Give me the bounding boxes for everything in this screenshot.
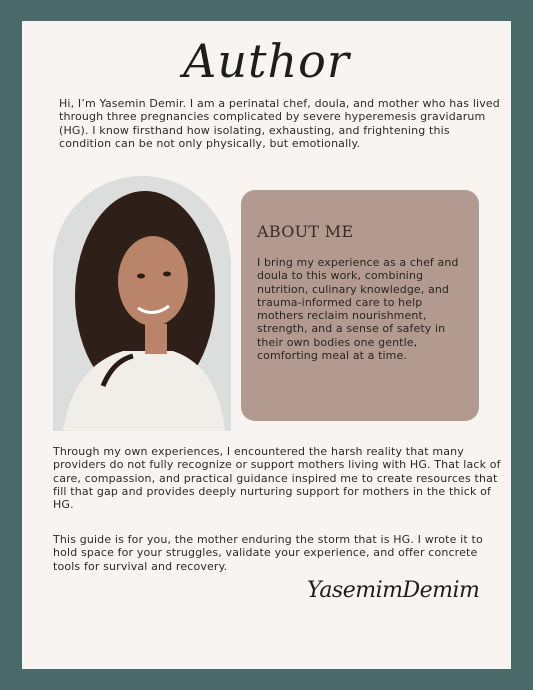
about-me-heading: ABOUT ME: [257, 222, 354, 241]
author-portrait-image: [53, 176, 231, 431]
body-paragraph-1: Through my own experiences, I encountered the harsh reality that many providers do not fully recognize or support mothers living with HG. That lack of care, compassion, and practical guidance inspired me to create resources that fill that gap and provides deeply nurturing support for mothers in the thick of HG.: [53, 445, 501, 512]
about-me-box: [241, 190, 479, 421]
page-title: Author: [183, 34, 350, 88]
author-signature: YasemimDemim: [307, 578, 480, 603]
intro-paragraph: Hi, I’m Yasemin Demir. I am a perinatal chef, doula, and mother who has lived through three pregnancies complicated by severe hyperemesis gravidarum (HG). I know firsthand how isolating, exhausting, and frightening this condition can be not only physically, but emotionally.: [59, 97, 500, 150]
body-paragraph-2: This guide is for you, the mother enduring the storm that is HG. I wrote it to hold space for your struggles, validate your experience, and offer concrete tools for survival and recovery.: [53, 533, 483, 573]
about-me-body: I bring my experience as a chef and doula to this work, combining nutrition, culinary knowledge, and trauma-informed care to help mothers reclaim nourishment, strength, and a sense of safety in their own bodies one gentle, comforting meal at a time.: [257, 256, 459, 363]
author-photo: [53, 176, 231, 431]
document-page: [22, 21, 511, 669]
